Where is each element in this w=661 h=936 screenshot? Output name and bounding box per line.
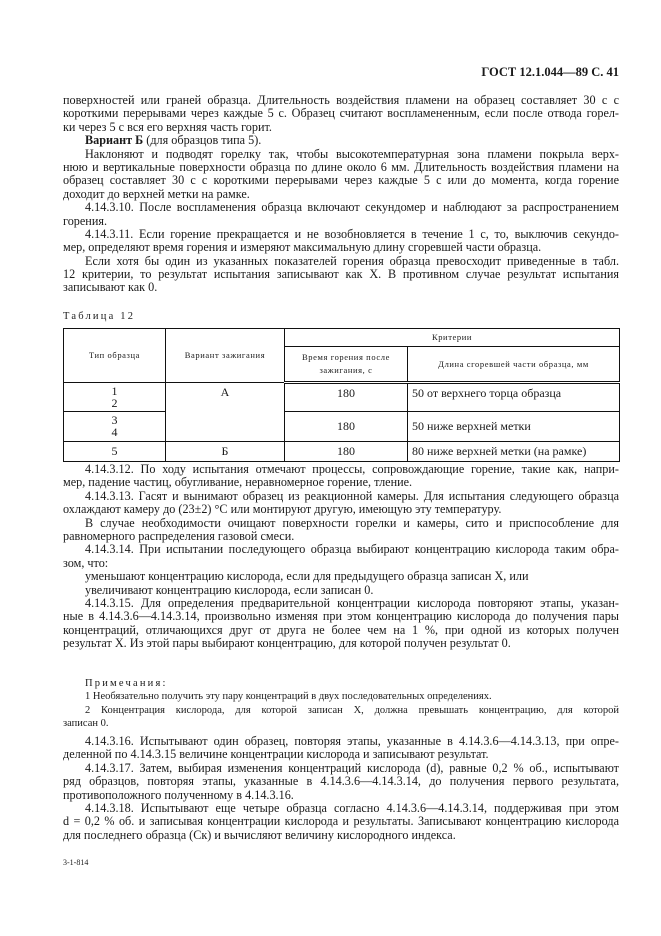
text-line: охлаждают камеру до (23±2) °С или монтируют другую, имеющую эту температуру.: [63, 502, 502, 517]
cell-type: 5: [64, 442, 166, 462]
cell-length: 50 ниже верхней метки: [408, 412, 620, 442]
table-row: [64, 412, 620, 442]
text-line: результат X. Из этой пары выбирают концентрацию, для которой получен результат 0.: [63, 636, 511, 651]
cell-type: 3 4: [64, 412, 166, 442]
header-time: Время горения после зажигания, с: [285, 347, 408, 383]
text-line: 2 Концентрация кислорода, для которой записан X, должна превышать концентрацию, для которой: [85, 704, 619, 716]
page-header: ГОСТ 12.1.044—89 С. 41: [481, 65, 619, 79]
paragraph: [63, 255, 619, 295]
paragraph: [63, 570, 619, 583]
paragraph: [63, 134, 619, 147]
text-line: 4.14.3.17. Затем, выбирая изменения концентраций кислорода (d), равные 0,2 % об., испытывают: [85, 760, 619, 775]
text-line: 4.14.3.12. По ходу испытания отмечают процессы, сопровождающие горение, такие как, напри-: [85, 462, 619, 476]
text-line: концентраций, отличающихся друг от друга не более чем на 1 %, при одной из которых получен: [63, 622, 619, 637]
text-line: короткими перерывами через каждые 5 с. Образец считают воспламененным, если после отвода горел-: [63, 106, 619, 121]
text-line: В случае необходимости очищают поверхности горелки и камеры, сито и приспособление для: [85, 515, 619, 530]
text-line: равномерного распределения газовой смеси.: [63, 528, 295, 543]
text-line: ряд образцов, повторяя этапы, указанные в 4.14.3.6—4.14.3.14, до получения первого результата,: [63, 774, 619, 789]
paragraph: [63, 490, 619, 517]
paragraph: [63, 690, 619, 703]
header-length: Длина сгоревшей части образца, мм: [408, 347, 620, 383]
text-line: 4.14.3.14. При испытании последующего образца выбирают концентрацию кислорода таким обра-: [85, 542, 619, 557]
paragraph: [63, 463, 619, 490]
notes-title: Примечания:: [85, 678, 168, 689]
text-line: 1 Необязательно получить эту пару концентраций в двух последовательных определениях.: [85, 691, 492, 703]
notes: [63, 677, 619, 731]
paragraph: [63, 597, 619, 651]
table-row: [64, 442, 620, 462]
paragraph: [63, 704, 619, 731]
cell-variant: А: [166, 383, 285, 442]
text-block-3: [63, 735, 619, 842]
page-footer-code: 3-1-814: [63, 858, 89, 867]
bold-term: Вариант Б: [85, 133, 144, 148]
cell-length: 50 от верхнего торца образца: [408, 383, 620, 412]
text-line: 4.14.3.10. После воспламенения образца включают секундомер и наблюдают за распространением: [85, 200, 619, 215]
text-line: ные в 4.14.3.6—4.14.3.14, произвольно изменяя при этом концентрацию кислорода до получения пары: [63, 609, 619, 624]
header-variant: Вариант зажигания: [166, 329, 285, 383]
text-line: горения.: [63, 213, 107, 228]
text-line: записывают как 0.: [63, 280, 158, 295]
paragraph: [63, 517, 619, 544]
paragraph: [63, 762, 619, 802]
text-line: 4.14.3.15. Для определения предварительной концентрации кислорода повторяют этапы, указан-: [85, 595, 619, 610]
text-line: ки через 5 с вся его верхняя часть горит.: [63, 119, 272, 134]
text-line: 4.14.3.16. Испытывают один образец, повторяя этапы, указанные в 4.14.3.6—4.14.3.13, при опре-: [85, 734, 619, 748]
cell-type: 1 2: [64, 383, 166, 412]
text-line: мер, падение частиц, обугливание, неравномерное горение, тление.: [63, 475, 413, 490]
text-line: 12 критерии, то результат испытания записывают как X. В противном случае результат испытания: [63, 267, 619, 282]
text-line: поверхностей или граней образца. Длительность воздействия пламени на образец составляет 30 с с: [63, 93, 619, 107]
text-line: образец составляет 30 с с короткими перерывами через каждые 5 с или до момента, когда горение: [63, 173, 619, 188]
cell-length: 80 ниже верхней метки (на рамке): [408, 442, 620, 462]
text-line: противоположного полученному в 4.14.3.16.: [63, 787, 294, 802]
cell-time: 180: [285, 412, 408, 442]
table-caption: Таблица 12: [63, 311, 136, 322]
paragraph: [63, 543, 619, 570]
text-line: d = 0,2 % об. и записывая концентрации кислорода и результаты. Записывают концентрацию кислорода: [63, 814, 619, 829]
header-type: Тип образца: [64, 329, 166, 383]
text-line: 4.14.3.13. Гасят и вынимают образец из реакционной камеры. Для испытания следующего образца: [85, 488, 619, 503]
text-line: Если хотя бы один из указанных показателей горения образца превосходит приведенные в табл.: [85, 253, 619, 268]
cell-time: 180: [285, 383, 408, 412]
text-line: мер, определяют время горения и измеряют максимальную длину сгоревшей части образца.: [63, 240, 542, 255]
paragraph: [63, 228, 619, 255]
text-line: 4.14.3.18. Испытывают еще четыре образца согласно 4.14.3.6—4.14.3.14, поддерживая при этом: [85, 800, 619, 815]
table-12: [63, 328, 620, 462]
text-line: увеличивают концентрацию кислорода, если записан 0.: [85, 582, 374, 597]
text-line: доходит до верхней метки на рамке.: [63, 186, 250, 201]
text-line: для последнего образца (Cк) и вычисляют величину кислородного индекса.: [63, 827, 456, 842]
cell-time: 180: [285, 442, 408, 462]
text-line: деленной по 4.14.3.15 величине концентрации кислорода и записывают результат.: [63, 747, 489, 762]
text-line: 4.14.3.11. Если горение прекращается и не возобновляется в течение 1 с, то, выключив секундо-: [85, 226, 619, 241]
text-line: Наклоняют и подводят горелку так, чтобы высокотемпературная зона пламени покрыла верх-: [85, 146, 619, 161]
paragraph: [63, 735, 619, 762]
text-line: нюю и вертикальные поверхности образца по длине около 6 мм. Длительность воздействия пламени на: [63, 159, 619, 174]
text-block-1: [63, 94, 619, 295]
text-line: уменьшают концентрацию кислорода, если для предыдущего образца записан X, или: [85, 569, 529, 584]
text-block-2: [63, 463, 619, 650]
header-criteria: Критерии: [285, 329, 620, 347]
cell-variant: Б: [166, 442, 285, 462]
paragraph: [63, 584, 619, 597]
table-row: [64, 383, 620, 412]
paragraph: [63, 802, 619, 842]
paragraph: [63, 201, 619, 228]
text-line: записан 0.: [63, 718, 109, 730]
text-line: Вариант Б (для образцов типа 5).: [85, 133, 262, 148]
paragraph: [63, 148, 619, 202]
paragraph: [63, 94, 619, 134]
text-line: зом, что:: [63, 555, 109, 570]
